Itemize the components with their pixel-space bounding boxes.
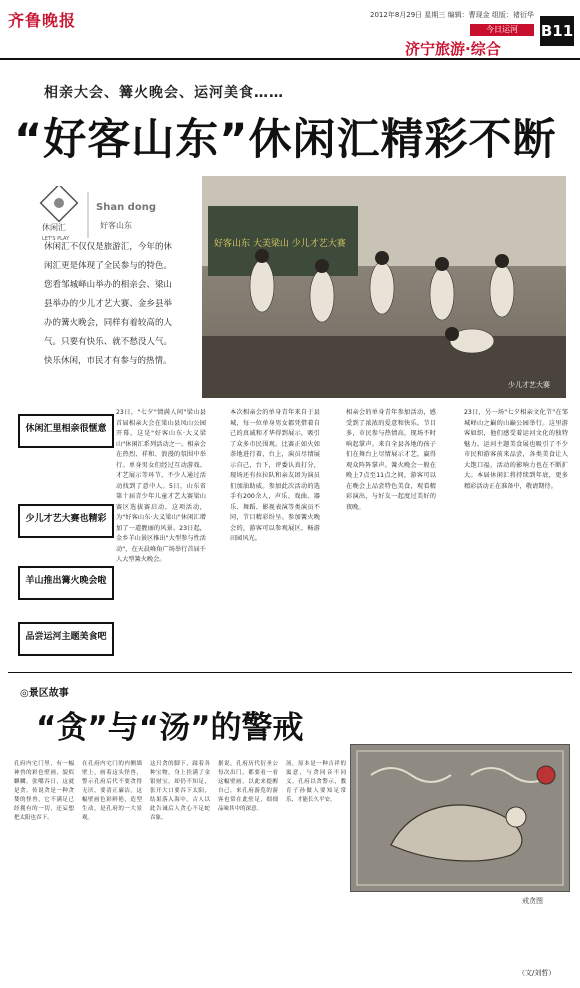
logo-left-main: 休闲汇 <box>42 223 66 232</box>
section2-column-3: 这只贪的脚下，踩着各种宝物，身上挂满了金银财宝，却仍不知足，张开大口要吞下太阳，结果落入海中。古人以此告诫后人贪心不足蛇吞象。 <box>150 761 210 821</box>
logo-right-sub: 好客山东 <box>100 221 132 230</box>
page-number: B11 <box>540 16 574 46</box>
event-logos <box>38 186 176 246</box>
children-performance-photo <box>202 176 566 398</box>
mural-caption: 戒贪图 <box>522 897 543 905</box>
masthead-logo: 齐鲁晚报 <box>8 11 77 30</box>
photo-caption: 少儿才艺大赛 <box>508 381 550 389</box>
leisure-logo-icon <box>38 186 176 246</box>
article-headline: “好客山东”休闲汇精彩不断 <box>14 115 557 165</box>
section2-column-5: 汤，原本是一种吉祥的寓意，与贪同音不同义。孔府以贪警示，教育子孙做人要知足常乐，才能长久平安。 <box>286 761 346 803</box>
section2-column-2: 在孔府内宅门的内侧墙壁上，画着这头怪兽，警示孔府后代不要贪得无厌，要清正廉洁。这幅壁画色彩鲜艳，造型生动，是孔府的一大景观。 <box>82 761 142 821</box>
body-column-2: 本次相亲会的单身青年来自于县城，每一位单身男女都凭借着自己的真诚和才华得到展示，吸引了众多市民围观。比赛正如火如荼地进行着，台上，演员尽情展示自己，台下，评委认真打分，现场还有拉拉队和亲友团为演员们加油助威。参加此次活动的选手有200余人，声乐、戏曲、器乐、舞蹈、影视表演等类演员不同，节目精彩纷呈。参加篝火晚会的，游客可以参观展区，畅游田园风光。 <box>230 409 320 542</box>
section2-column-1: 孔府内宅门里，有一幅神兽的彩色壁画，貌似麒麟，张嘴吞日，这就是贪。传说贪是一种贪婪的怪兽，它不满足已经拥有的一切，还妄想把太阳也吞下。 <box>14 761 74 821</box>
intro-paragraph: 休闲汇不仅仅是旅游汇，今年的休闲汇更是体现了全民参与的特色。您看邹城峄山举办的相亲会、梁山县举办的少儿才艺大赛、金乡县举办的篝火晚会，同样有着较高的人气。只要有快乐、就不愁没人气。快乐休闲，市民才有参与的热情。 <box>44 242 172 366</box>
logo-right-main: Shan dong <box>96 202 156 213</box>
section2-label: ◎景区故事 <box>20 688 69 699</box>
tag-canal-food: 品尝运河主题美食吧 <box>18 622 114 656</box>
tag-talent-show: 少儿才艺大赛也精彩 <box>18 504 114 538</box>
tag-matchmaking: 休闲汇里相亲很惬意 <box>18 414 114 448</box>
photo-banner-text: 好客山东 大美梁山 少儿才艺大赛 <box>214 239 346 249</box>
article-kicker: 相亲大会、篝火晚会、运河美食…… <box>44 85 284 101</box>
body-column-4: 23日，另一场"七夕相亲文化节"在邹城峄山之巅的山巅公园举行。这里游客如织，他们感受着运河文化的独特魅力。运河主题美食展也吸引了不少市民和游客前来品尝，各类美食让人大饱口福，活动的影响力也在不断扩大。本届休闲汇将持续到年底，更多精彩活动正在准备中，敬请期待。 <box>464 409 568 490</box>
beast-mural-image <box>350 744 570 892</box>
logo-left-sub: LET'S PLAY <box>42 236 70 242</box>
tag-bonfire: 羊山推出篝火晚会啦 <box>18 566 114 600</box>
body-column-1: 23日，"七夕"情满人间"梁山县首届相亲大会在梁山县凤山公园开幕，这是"好客山东·大义梁山"休闲汇系列活动之一。相亲会在热烈、祥和、浪漫的氛围中举行。单身男女们经过互动游戏、才艺展示等环节，不少人通过活动找到了意中人。5日，山东省第十届青少年儿童才艺大赛梁山赛区选拔赛启动，这项活动，为"好客山东·大义梁山"休闲汇增加了一道靓丽的风景。23日起，金乡羊山景区推出"大型参与性活动"，在天晨峰角广场举行首届千人大型篝火晚会。 <box>116 409 206 563</box>
header-rule <box>0 58 580 60</box>
photo-illustration <box>202 176 566 398</box>
section2-title: “贪”与“汤”的警戒 <box>36 710 304 746</box>
date-line: 2012年8月29日 星期三 编辑：曹现金 组版：褚衍华 <box>370 11 534 19</box>
author-credit: （文/刘哲） <box>518 969 556 977</box>
section-divider <box>8 672 572 673</box>
section-badge: 今日运河 <box>470 24 534 36</box>
section-title: 济宁旅游·综合 <box>405 40 501 58</box>
mural-beast-icon <box>351 745 569 891</box>
section2-column-4: 据说，孔府历代衍圣公每次出门，都要看一看这幅壁画，以此来提醒自己。来孔府游览的游客也常在此驻足，细细品味其中的深意。 <box>218 761 278 812</box>
body-column-3: 相亲会的单身青年参加活动，感受到了浓浓的爱意和快乐。节目多，市民参与热情高，现场不时响起掌声。来自全县各地的孩子们在舞台上尽情展示才艺，赢得观众阵阵掌声。篝火晚会一般在晚上7点至11点之间，游客可以在晚会上品尝特色美食，观看精彩演出，与好友一起度过美好的夜晚。 <box>346 409 436 511</box>
